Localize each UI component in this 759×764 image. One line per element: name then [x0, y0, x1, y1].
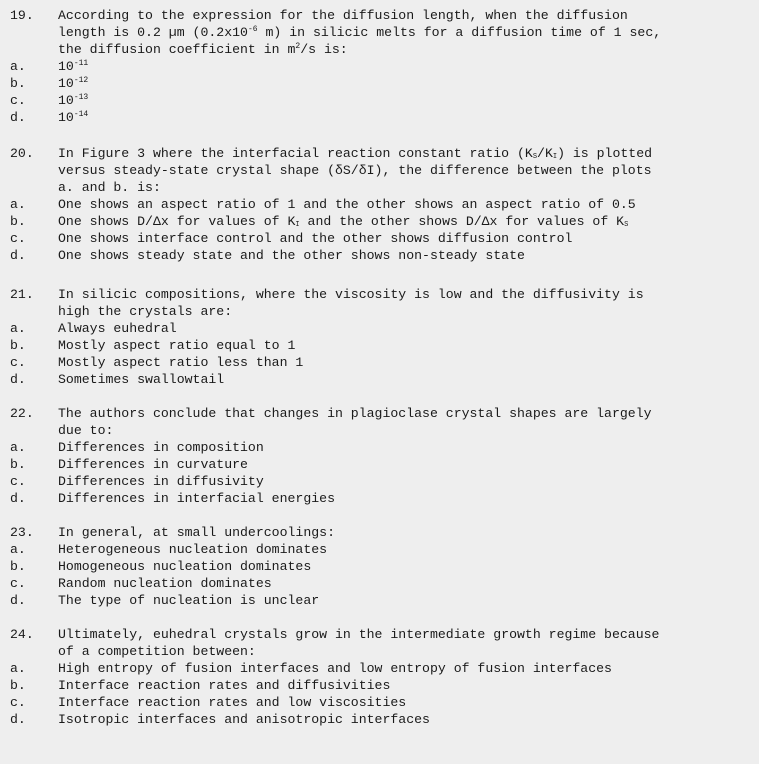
option-text: $10^{-12}$: [58, 76, 89, 91]
question-stem-line: The authors conclude that changes in plagioclase crystal shapes are largely: [58, 406, 652, 421]
option-b[interactable]: [0, 337, 759, 354]
option-letter: d.: [10, 372, 26, 387]
option-a[interactable]: [0, 196, 759, 213]
option-letter: d.: [10, 248, 26, 263]
question-number: 21.: [10, 287, 34, 302]
option-text: $10^{-14}$: [58, 110, 89, 125]
option-letter: a.: [10, 440, 26, 455]
option-a[interactable]: [0, 439, 759, 456]
question-stem-line: In general, at small undercoolings:: [58, 525, 335, 540]
option-letter: b.: [10, 338, 26, 353]
option-c[interactable]: [0, 575, 759, 592]
option-text: Mostly aspect ratio less than 1: [58, 355, 304, 370]
option-text: Interface reaction rates and diffusivities: [58, 678, 391, 693]
option-text: Heterogeneous nucleation dominates: [58, 542, 328, 557]
option-b[interactable]: [0, 75, 759, 92]
option-c[interactable]: [0, 92, 759, 109]
option-text: Mostly aspect ratio equal to 1: [58, 338, 296, 353]
option-letter: d.: [10, 593, 26, 608]
option-letter: c.: [10, 576, 26, 591]
option-text: Differences in interfacial energies: [58, 491, 335, 506]
option-text: Always euhedral: [58, 321, 177, 336]
option-c[interactable]: [0, 694, 759, 711]
question-20: [0, 145, 759, 264]
option-letter: c.: [10, 695, 26, 710]
question-stem-line: Ultimately, euhedral crystals grow in the intermediate growth regime because: [58, 627, 660, 642]
question-number: 20.: [10, 146, 34, 161]
option-text: $10^{-11}$: [58, 59, 89, 74]
question-19: [0, 7, 759, 126]
option-c[interactable]: [0, 354, 759, 371]
option-letter: b.: [10, 559, 26, 574]
option-a[interactable]: [0, 320, 759, 337]
question-stem-line: high the crystals are:: [58, 304, 233, 319]
question-23: [0, 524, 759, 609]
option-b[interactable]: [0, 213, 759, 230]
question-stem-line: due to:: [58, 423, 114, 438]
question-stem-line: the diffusion coefficient in $m^2/s$ is:: [58, 42, 348, 57]
option-letter: d.: [10, 712, 26, 727]
option-letter: b.: [10, 214, 26, 229]
option-text: Random nucleation dominates: [58, 576, 272, 591]
option-letter: c.: [10, 355, 26, 370]
option-d[interactable]: [0, 592, 759, 609]
question-number: 19.: [10, 8, 34, 23]
option-text: The type of nucleation is unclear: [58, 593, 320, 608]
option-d[interactable]: [0, 247, 759, 264]
option-text: Differences in curvature: [58, 457, 248, 472]
option-letter: c.: [10, 93, 26, 108]
question-22: [0, 405, 759, 507]
question-number: 22.: [10, 406, 34, 421]
question-number: 24.: [10, 627, 34, 642]
option-c[interactable]: [0, 473, 759, 490]
option-text: Isotropic interfaces and anisotropic interfaces: [58, 712, 430, 727]
option-letter: a.: [10, 542, 26, 557]
option-d[interactable]: [0, 109, 759, 126]
question-stem-line: In Figure 3 where the interfacial reaction constant ratio $(K_S/K_I)$ is plotted: [58, 146, 653, 161]
option-letter: c.: [10, 474, 26, 489]
question-stem-line: In silicic compositions, where the viscosity is low and the diffusivity is: [58, 287, 644, 302]
option-text: Homogeneous nucleation dominates: [58, 559, 312, 574]
option-text: $10^{-13}$: [58, 93, 89, 108]
question-stem-line: versus steady-state crystal shape (δS/δI), the difference between the plots: [58, 163, 652, 178]
question-stem-line: a. and b. is:: [58, 180, 161, 195]
option-letter: b.: [10, 678, 26, 693]
option-text: One shows D/Δx for values of $K_I$ and the other shows D/Δx for values of $K_S$: [58, 214, 629, 229]
option-a[interactable]: [0, 58, 759, 75]
option-text: Differences in diffusivity: [58, 474, 264, 489]
option-letter: b.: [10, 76, 26, 91]
option-a[interactable]: [0, 660, 759, 677]
question-stem-line: of a competition between:: [58, 644, 256, 659]
option-text: One shows interface control and the other shows diffusion control: [58, 231, 573, 246]
option-letter: a.: [10, 661, 26, 676]
question-24: [0, 626, 759, 728]
option-letter: c.: [10, 231, 26, 246]
option-letter: d.: [10, 491, 26, 506]
option-b[interactable]: [0, 456, 759, 473]
option-a[interactable]: [0, 541, 759, 558]
option-text: Interface reaction rates and low viscosities: [58, 695, 407, 710]
question-stem-line: length is 0.2 µm ($0.2x10^{-6}$ m) in silicic melts for a diffusion time of 1 sec,: [58, 25, 662, 40]
option-text: Sometimes swallowtail: [58, 372, 225, 387]
option-d[interactable]: [0, 711, 759, 728]
option-letter: b.: [10, 457, 26, 472]
option-letter: d.: [10, 110, 26, 125]
option-text: One shows steady state and the other shows non-steady state: [58, 248, 525, 263]
option-text: One shows an aspect ratio of 1 and the other shows an aspect ratio of 0.5: [58, 197, 636, 212]
option-letter: a.: [10, 197, 26, 212]
question-stem-line: According to the expression for the diffusion length, when the diffusion: [58, 8, 628, 23]
option-text: Differences in composition: [58, 440, 264, 455]
option-text: High entropy of fusion interfaces and low entropy of fusion interfaces: [58, 661, 612, 676]
option-letter: a.: [10, 321, 26, 336]
option-d[interactable]: [0, 371, 759, 388]
option-letter: a.: [10, 59, 26, 74]
option-c[interactable]: [0, 230, 759, 247]
question-number: 23.: [10, 525, 34, 540]
option-d[interactable]: [0, 490, 759, 507]
question-21: [0, 286, 759, 388]
option-b[interactable]: [0, 558, 759, 575]
option-b[interactable]: [0, 677, 759, 694]
